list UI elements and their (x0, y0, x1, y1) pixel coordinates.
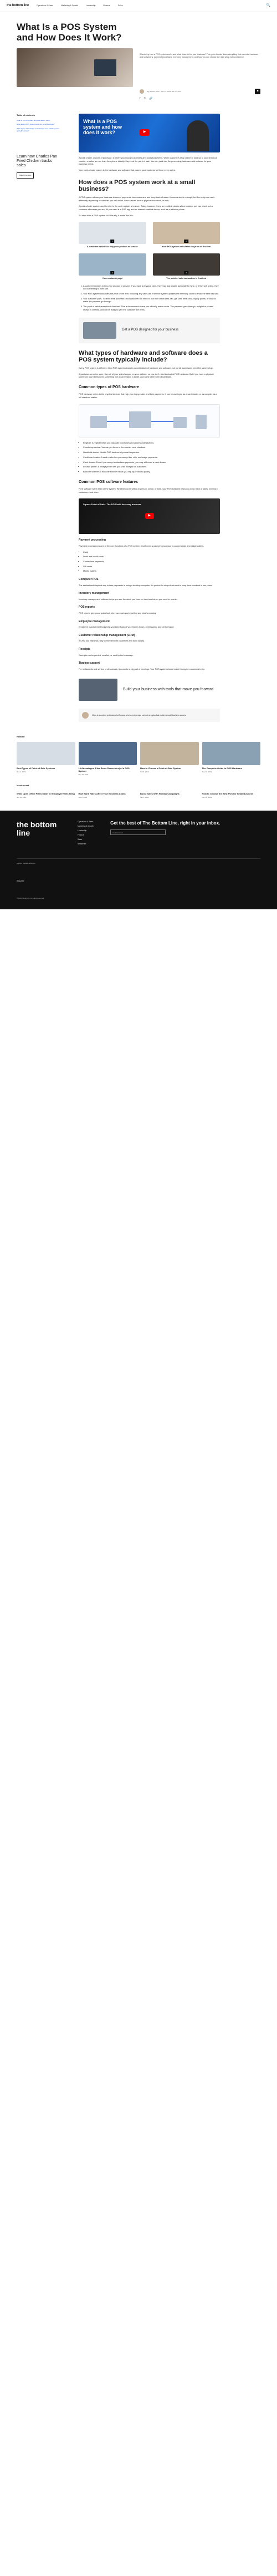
email-field[interactable]: Email address (110, 829, 166, 835)
toc-item[interactable]: What is a POS system and how does it work? (17, 119, 50, 121)
paragraph: Inventory management software helps you see the stock you have on hand and when you need to reorder. (79, 598, 178, 600)
latest-label: Most recent (17, 783, 29, 787)
list-item: • Cash drawer: Even if you accept contactless payments, you may still need a cash drawer. (83, 461, 220, 465)
card-date: Dec 4, 2023 (17, 771, 26, 773)
footer-link[interactable]: Sales (78, 838, 83, 841)
list-item: • Debit and credit cards (83, 556, 220, 559)
nav-item-sales[interactable]: Sales (117, 4, 123, 7)
card-image (17, 742, 75, 765)
hero-image (17, 48, 133, 87)
cta-text: Build your business with tools that move you forward (123, 688, 214, 692)
toc-heading: Table of contents (17, 113, 35, 116)
paragraph: A point-of-sale system used to refer to the cash register at a store. Today, however, there are multiple places where modern pos can check out a customer whenever you are. All you need is a POS app and an internet-enabled device, such as a tablet or phone. (79, 205, 213, 211)
search-icon[interactable]: 🔍 (266, 4, 270, 7)
hero-intro: Wondering how a POS system works and what it can do for your business? This guide breaks down everything that essential hardware and software is, payment processing, inventory management, and how you can choose the right setup with confidence. (140, 53, 259, 59)
footer-link[interactable]: Finance (78, 834, 84, 837)
avatar (82, 712, 89, 719)
promo-card (17, 155, 61, 179)
related-label: Related (17, 735, 25, 739)
step-image (153, 222, 220, 244)
subsection-heading: Receipts (79, 648, 90, 651)
paragraph: A POS system allows your business to accept payments from customers and keep track of sales. It sounds simple enough, but the setup can work differently depending on whether you sell online, have a store, have a physical storefront, or both. (79, 196, 215, 202)
paragraph: Receipts can be printed, emailed, or sent by text message. (79, 654, 134, 656)
card-title: How to Choose a Point-of-Sale System (140, 767, 181, 770)
footer-link[interactable]: Newsletter (78, 843, 86, 846)
footer-link[interactable]: Operations & Sales (78, 821, 94, 823)
step-caption: Your customer pays (102, 277, 122, 280)
avatar (140, 89, 144, 94)
subsection-heading: Tipping support (79, 661, 100, 665)
section-heading: What types of hardware and software does a POS system typically include? (79, 349, 208, 364)
step-card (79, 253, 146, 281)
subsection-heading: Inventory management (79, 592, 109, 595)
card-date: Oct 5, 2023 (140, 771, 149, 773)
hardware-list (79, 442, 220, 474)
link-icon[interactable]: 🔗 (149, 97, 153, 101)
footer-links (78, 821, 94, 847)
nav-item-operations[interactable]: Operations & Sales (37, 4, 54, 7)
main-content (17, 12, 260, 798)
card-date: Jan 3, 2024 (140, 796, 149, 798)
subsection-heading: Common types of POS hardware (79, 385, 139, 389)
footer-bottom (17, 858, 260, 899)
list-item: • Register: A register helps you calculate purchases and process transactions. (83, 442, 220, 445)
card-image (202, 742, 261, 765)
list-item: 4. The point of sale transaction is finalized. This is the moment where you officially make a sale. The payment goes through, a digital or printed receipt is created, and you're ready to give the customer the items. (83, 306, 220, 312)
callout-text: Get a POS designed for your business (122, 328, 179, 332)
steps-grid (79, 222, 220, 280)
byline-text: By Square Team · Jan 14, 2024 · 12 min read (147, 90, 181, 93)
latest-grid (17, 791, 260, 799)
paragraph: POS hardware refers to the physical devices that help you ring up sales and take payments. It can be as simple as a card reader, or as complex as a full checkout station. (79, 393, 217, 399)
page-title: What Is a POS System and How Does It Work? (17, 22, 122, 43)
step-caption: A customer decides to buy your product or service (86, 246, 138, 248)
site-logo[interactable]: the bottom line (7, 4, 29, 7)
list-item: • Credit card reader: A card reader lets you accept tap, chip, and swipe payments. (83, 456, 220, 460)
step-image (79, 253, 146, 276)
step-number: 2 (184, 240, 188, 243)
list-item: • Barcode scanner: A barcode scanner helps you ring up products quickly. (83, 471, 220, 474)
section-heading: How does a POS system work at a small business? (79, 179, 196, 193)
list-item: • Contactless payments (83, 561, 220, 564)
step-image (153, 253, 220, 276)
card-title: 10 Advantages (Plus Some Downsides) of a POS System (78, 767, 130, 773)
related-grid (17, 742, 260, 776)
list-item: • Handheld device: Mobile POS devices let you sell anywhere. (83, 451, 220, 455)
card-date: Jan 8, 2024 (78, 796, 88, 798)
list-item: 1. A customer decides to buy your product or service. If you have a physical store, they may ask a sales associate for help, or if they sell online, they add something to their cart. (83, 285, 220, 291)
square-badge-icon[interactable]: ■ (255, 89, 260, 94)
author-bio: Maya is a content professional at Square who loves to create content on topics that matter to small business owners. (92, 714, 187, 716)
nav-item-finance[interactable]: Finance (103, 4, 110, 7)
card-title: How to Choose the Best POS for Small Business (202, 792, 254, 795)
toc-item[interactable]: How does a POS system work at a small business? (17, 123, 55, 126)
article-layout (17, 114, 260, 728)
list-item: • Gift cards (83, 566, 220, 569)
paragraph: Every POS system is different. Most POS systems include a combination of hardware and software, but not all businesses need the same setup. (79, 366, 213, 369)
list-item: 2. Your POS system calculates the price of the item, including any sales tax. Then the system updates the inventory count to show the item has sold. (83, 293, 220, 296)
paragraph: A point of sale, or point of purchase, is where you ring up customers and accept payments. When customers shop online or walk up to your checkout counter, or sales are run from their phone directly, they're at the point of sale. You can pack into the processing hardware and software for your business needs. (79, 156, 217, 166)
twitter-icon[interactable]: 𝕏 (143, 97, 146, 101)
subsection-heading: Computer POS (79, 578, 99, 582)
share-bar (17, 97, 260, 101)
related-card[interactable] (202, 742, 261, 776)
step-number: 4 (184, 271, 188, 275)
subsection-heading: Common POS software features (79, 480, 138, 484)
paragraph: So what does a POS system do? Usually, it works like this: (79, 214, 134, 217)
hardware-diagram (79, 404, 220, 437)
newsletter-signup (110, 821, 260, 847)
list-item: • Countertop device: You can pin these to the counter near checkout. (83, 446, 220, 450)
nav-item-marketing[interactable]: Marketing & Growth (61, 4, 79, 7)
step-caption: The point of sale transaction is finalized (166, 277, 207, 280)
explore-link[interactable]: Explore Square Business (17, 862, 35, 864)
footer-logo[interactable]: the bottom line (17, 820, 57, 838)
footer-link[interactable]: Leadership (78, 829, 87, 832)
paragraph: If you have an online store, then all of your sales happen on your website, so you don't need dedicated POS hardware. But if you have a physical storefront, you'll likely need something like a card reader, a tablet, and some other form of hardware. (79, 373, 214, 379)
payment-list (79, 551, 220, 573)
top-nav (0, 0, 277, 12)
paragraph: Employee management tools help you keep track of your team's hours, permissions, and performance. (79, 626, 175, 629)
step-card (153, 253, 220, 281)
footer-link[interactable]: Marketing & Growth (78, 825, 94, 828)
square-logo[interactable]: Square (17, 879, 24, 882)
card-date: Sep 18, 2023 (202, 771, 212, 773)
list-item: • Cash (83, 551, 220, 554)
cta-callout[interactable] (79, 318, 220, 343)
card-title: Boost Sales With Holiday Campaigns (140, 792, 179, 795)
paragraph: POS software is the brain of the system. Whether you're selling in person, online, or both, your POS software helps you keep track of sales, inventory, customers, and more. (79, 488, 218, 493)
callout-image (83, 322, 116, 339)
latest-card[interactable] (17, 791, 75, 799)
hero-section (17, 12, 260, 87)
related-card[interactable] (140, 742, 199, 776)
step-image (79, 222, 146, 244)
card-title: Best Types of Point-of-Sale Systems (17, 767, 55, 770)
copyright: © 2024 Block, Inc. All rights reserved. (17, 897, 44, 899)
latest-card[interactable] (79, 791, 137, 799)
video-player[interactable] (79, 498, 220, 534)
promo-title: Learn how Charles Pan Fried Chicken tracks sales (17, 154, 58, 167)
video-player[interactable] (79, 114, 220, 152)
paragraph: Payment processing is one of the core functions of a POS system. You'll need a payment processor to accept cards and digital wallets. (79, 544, 204, 547)
card-title: The Complete Guide to POS Hardware (202, 767, 243, 770)
steps-list (79, 285, 220, 312)
watch-video-button[interactable]: Watch the video (17, 172, 34, 179)
byline (17, 89, 260, 94)
paragraph: POS reports give you a quick look into how much you're selling and what's working. (79, 612, 157, 614)
play-icon[interactable]: ▶ (140, 129, 150, 136)
play-icon[interactable]: ▶ (145, 513, 154, 519)
article-body (79, 114, 220, 728)
facebook-icon[interactable]: f (140, 97, 141, 101)
list-item: • Receipt printer: A receipt printer lets you print receipts for customers. (83, 466, 220, 469)
card-date: Jan 10, 2024 (17, 796, 27, 798)
site-footer (0, 811, 277, 909)
nav-item-leadership[interactable]: Leadership (86, 4, 96, 7)
card-image (140, 742, 199, 765)
card-title: How Bank Rates Affect Your Business Loans (78, 792, 126, 795)
subsection-heading: Payment processing (79, 538, 106, 542)
video-title: Square Point of Sale - The POS built for every business (83, 503, 142, 506)
newsletter-title: Get the best of The Bottom Line, right in your inbox. (110, 821, 220, 826)
card-image (79, 742, 137, 765)
subsection-heading: POS reports (79, 605, 95, 609)
list-item: • Mobile wallets (83, 570, 220, 573)
cta-image (79, 679, 117, 701)
list-item: 3. Your customer pays. To finish their purchase, your customer will need to use their credit card, tap, gift card, debit card, loyalty points, or cash to make the payment go through. (83, 298, 220, 304)
toc-item[interactable]: What types of hardware and software does a POS system typically include? (17, 127, 60, 133)
paragraph: Your point-of-sale system is the hardware and software that powers your business for those every sales. (79, 169, 176, 171)
toc-sidebar (17, 114, 61, 728)
video-title: What is a POS system and how does it work? (83, 118, 122, 135)
step-card (79, 222, 146, 249)
latest-card[interactable] (202, 791, 261, 799)
step-number: 3 (110, 271, 115, 275)
end-cta[interactable] (79, 679, 220, 701)
card-date: Nov 22, 2023 (78, 773, 89, 776)
card-title: What Open Office Plans Mean for Employee Well-Being (17, 792, 75, 795)
related-card[interactable] (17, 742, 75, 776)
author-box (79, 709, 220, 722)
related-card[interactable] (79, 742, 137, 776)
step-card (153, 222, 220, 249)
step-caption: Your POS system calculates the price of the item (162, 246, 211, 248)
paragraph: A CRM tool helps you stay connected with customers and build loyalty. (79, 640, 145, 643)
presenter-image (187, 120, 209, 151)
subsection-heading: Employee management (79, 619, 110, 623)
paragraph: The earliest and simplest way to take payments is using a desktop computer. It's perfect for shops that want to keep their checkout in one place. (79, 584, 213, 587)
card-date: Dec 28, 2023 (202, 796, 212, 798)
step-number: 1 (110, 240, 115, 243)
paragraph: For restaurants and service professionals, tips can be a big part of earnings. Your POS system should make it easy for customers to tip. (79, 668, 205, 670)
latest-card[interactable] (140, 791, 199, 799)
subsection-heading: Customer relationship management (CRM) (79, 633, 135, 637)
